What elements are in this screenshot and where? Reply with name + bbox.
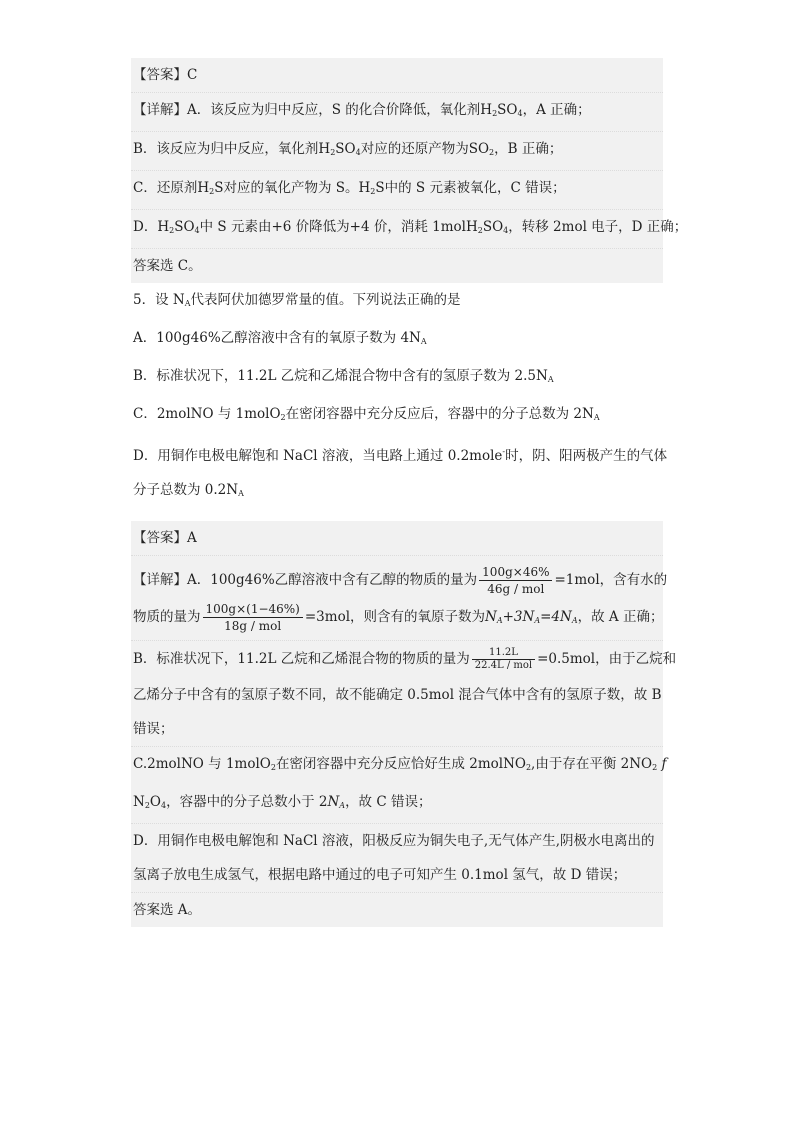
answer-label: 【答案】 xyxy=(133,530,187,546)
q5-detail-c1: C.2molNO 与 1molO$_2$在密闭容器中充分反应恰好生成 2molNO$_2$,由于存在平衡 $2NO_2$ f xyxy=(133,756,667,772)
q5-answer-line xyxy=(131,521,663,556)
fraction-ethanol: $\frac{100g\times 46\%}{\text{46g / mol}}$ xyxy=(479,564,552,597)
fraction-water: $\frac{100g\times(1-46\%)}{\text{18g / mol}}$ xyxy=(203,601,303,634)
q4-detail-c: C．还原剂$H_2S$对应的氧化产物为 S。$H_2S$中的 S 元素被氧化，C 错误； xyxy=(131,171,663,210)
answer-value: A xyxy=(187,530,197,546)
so2-formula: $SO_2$ xyxy=(468,141,495,157)
q5-answer-block xyxy=(131,521,677,927)
detail-label: 【详解】 xyxy=(133,102,187,118)
q5-conclusion: 答案选 A。 xyxy=(133,902,202,918)
h2so4-formula: $H_2SO_4$ xyxy=(480,102,523,118)
answer-value: C xyxy=(187,67,198,83)
h2so4-formula: $H_2SO_4$ xyxy=(318,141,361,157)
q4-detail-b: B．该反应为归中反应，氧化剂$H_2SO_4$对应的还原产物为$SO_2$，B 正确； xyxy=(131,132,663,171)
answer-label: 【答案】 xyxy=(133,67,187,83)
q5-option-c: C．2molNO 与 1molO$_2$在密闭容器中充分反应后，容器中的分子总数为 $2N_A$ xyxy=(133,406,600,422)
q5-detail-c2: $N_2O_4$，容器中的分子总数小于 $2N_A$，故 C 错误； xyxy=(131,785,663,824)
q5-option-a: A．100g46%乙醇溶液中含有的氧原子数为 $4N_A$ xyxy=(133,330,427,346)
q5-option-d-line1: D．用铜作电极电解饱和 NaCl 溶液，当电路上通过 0.2mole-时，阴、阳两极产生的气体 xyxy=(133,447,668,464)
q5-detail-b2: 乙烯分子中含有的氢原子数不同，故不能确定 0.5mol 混合气体中含有的氢原子数，故 B xyxy=(133,687,662,703)
q5-detail-b3: 错误； xyxy=(131,712,663,747)
h2s-formula: $H_2S$ xyxy=(197,180,224,196)
q5-stem: 5．设 $N_A$代表阿伏加德罗常量的值。下列说法正确的是 xyxy=(133,292,461,308)
h2s-formula: $H_2S$ xyxy=(358,180,385,196)
q5-option-b: B．标准状况下，11.2L 乙烷和乙烯混合物中含有的氢原子数为 $2.5N_A$ xyxy=(133,368,554,384)
q5-detail-d2: 氢离子放电生成氢气，根据电路中通过的电子可知产生 0.1mol 氢气，故 D 错误； xyxy=(131,858,663,893)
q4-conclusion: 答案选 C。 xyxy=(133,258,202,274)
q4-detail-a: 【详解】A．该反应为归中反应，S 的化合价降低，氧化剂$H_2SO_4$，A 正确； xyxy=(131,93,663,132)
q5-option-d-line2: 分子总数为 $0.2N_A$ xyxy=(133,482,244,498)
q5-question-block xyxy=(131,283,668,511)
q5-detail-d1: D．用铜作电极电解饱和 NaCl 溶液，阳极反应为铜失电子,无气体产生,阴极水电离出的 xyxy=(133,833,655,849)
q4-detail-d: D．$H_2SO_4$中 S 元素由+6 价降低为+4 价，消耗 $1molH_2SO_4$，转移 2mol 电子，D 正确； xyxy=(131,210,663,249)
detail-label: 【详解】 xyxy=(133,572,187,588)
q5-detail-a1: 【详解】A．100g46%乙醇溶液中含有乙醇的物质的量为 $\frac{100g\times 46\%}{\text{46g / mol}}$ =1mol，含有水的 xyxy=(133,565,668,596)
q4-answer-line xyxy=(131,58,663,93)
h2so4-formula: $H_2SO_4$ xyxy=(465,219,509,235)
q4-answer-block xyxy=(131,58,688,283)
q5-detail-b1: B．标准状况下，11.2L 乙烷和乙烯混合物的物质的量为 $\frac{11.2L}{\text{22.4L / mol}}$ =0.5mol，由于乙烷和 xyxy=(133,647,677,671)
fraction-gas: $\frac{11.2L}{\text{22.4L / mol}}$ xyxy=(472,647,535,672)
q5-detail-a2: 物质的量为 $\frac{100g\times(1-46\%)}{\text{18g / mol}}$ =3mol，则含有的氧原子数为$N_A+3N_A=4N_A$，故 A 正确； xyxy=(131,599,663,641)
h2so4-formula: $H_2SO_4$ xyxy=(157,219,200,235)
document-page xyxy=(131,58,688,927)
